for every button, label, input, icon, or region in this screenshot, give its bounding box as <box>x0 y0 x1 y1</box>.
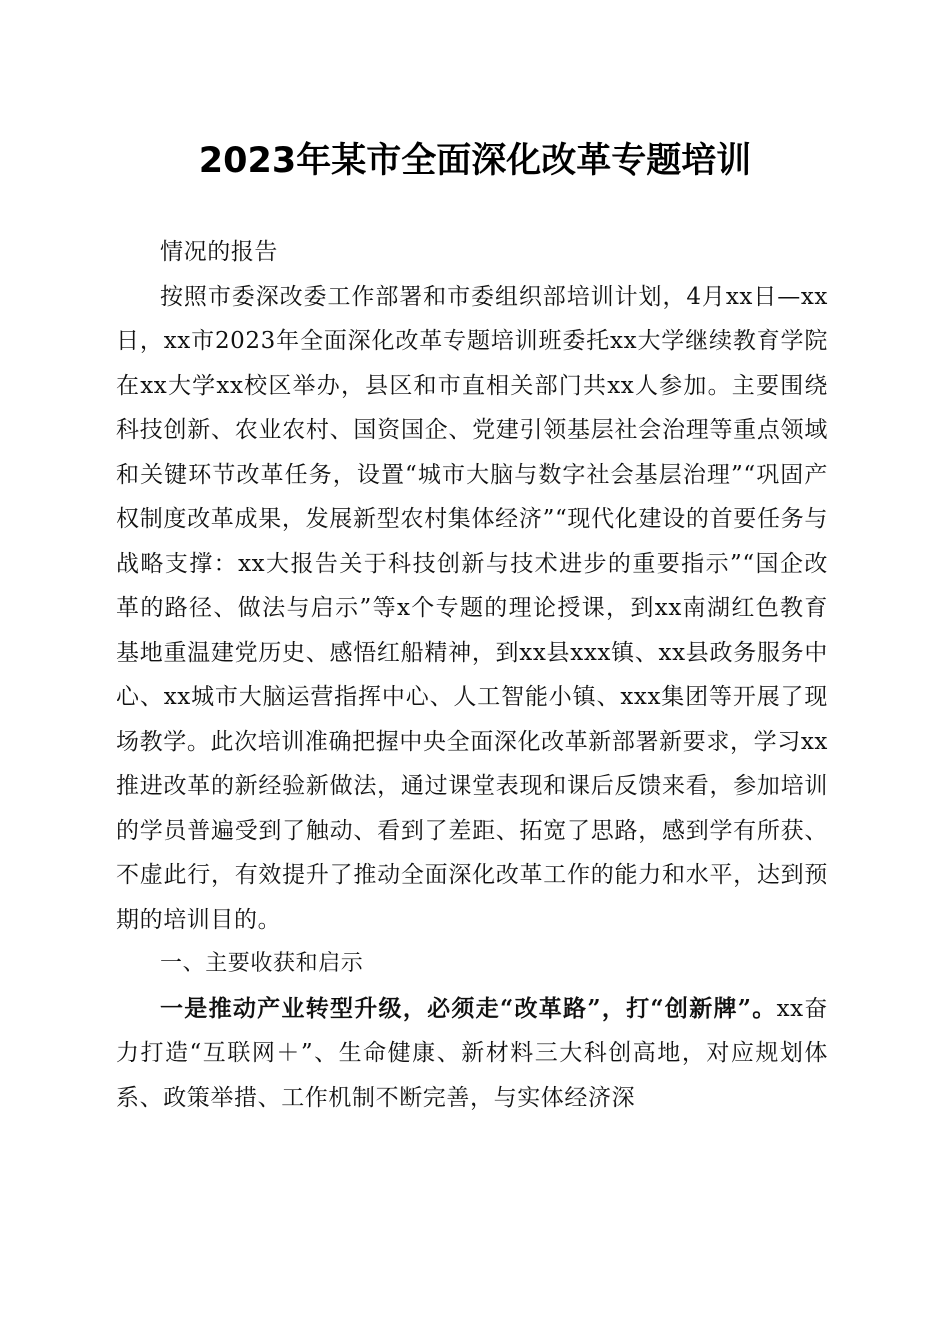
subtitle-line: 情况的报告 <box>160 239 278 265</box>
point-one-paragraph <box>116 987 828 1121</box>
section-heading: 一、主要收获和启示 <box>160 951 364 976</box>
document-body <box>116 230 828 1120</box>
point-one-body: xx奋力打造“互联网＋”、生命健康、新材料三大科创高地，对应规划体系、政策举措、工作机制不断完善，与实体经济深 <box>116 995 828 1111</box>
point-one-lead: 一是推动产业转型升级，必须走“改革路”，打“创新牌”。 <box>160 994 777 1022</box>
document-title: 2023年某市全面深化改革专题培训 <box>198 141 752 181</box>
intro-paragraph: 按照市委深改委工作部署和市委组织部培训计划，4月xx日—xx日，xx市2023年全面深化改革专题培训班委托xx大学继续教育学院在xx大学xx校区举办，县区和市直相关部门共xx人参加。主要围绕科技创新、农业农村、国资国企、党建引领基层社会治理等重点领域和关键环节改革任务，设置“城市大脑与数字社会基层治理”“巩固产权制度改革成果，发展新型农村集体经济”“现代化建设的首要任务与战略支撑：xx大报告关于科技创新与技术进步的重要指示”“国企改革的路径、做法与启示”等x个专题的理论授课，到xx南湖红色教育基地重温建党历史、感悟红船精神，到xx县xxx镇、xx县政务服务中心、xx城市大脑运营指挥中心、人工智能小镇、xxx集团等开展了现场教学。此次培训准确把握中央全面深化改革新部署新要求，学习xx推进改革的新经验新做法，通过课堂表现和课后反馈来看，参加培训的学员普遍受到了触动、看到了差距、拓宽了思路，感到学有所获、不虚此行，有效提升了推动全面深化改革工作的能力和水平，达到预期的培训目的。 <box>116 283 828 933</box>
